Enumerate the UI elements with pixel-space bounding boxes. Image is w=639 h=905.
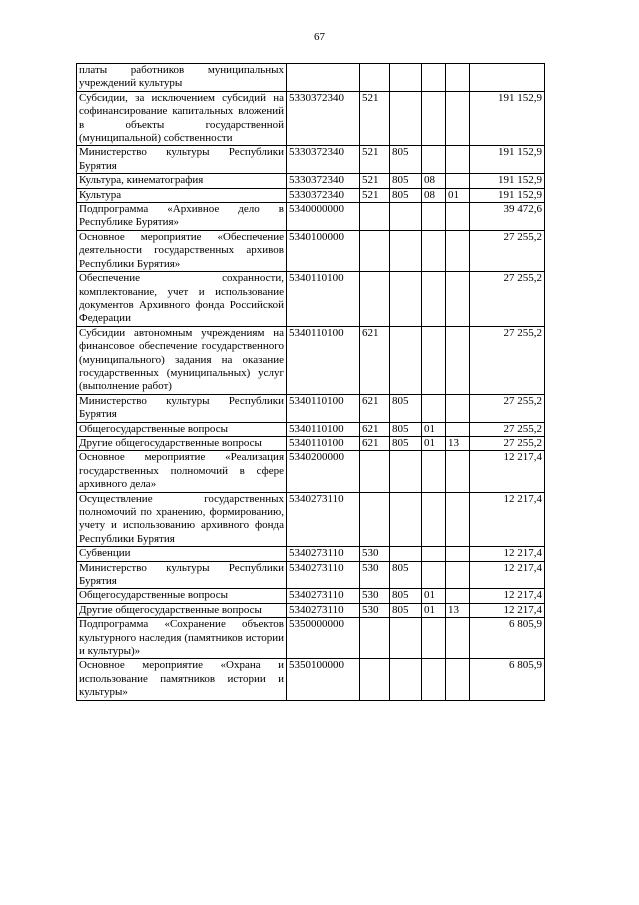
- cell-section: 01: [422, 589, 446, 603]
- table-row: [77, 422, 545, 436]
- cell-target-code: 5340273110: [287, 589, 360, 603]
- cell-subsection: [446, 272, 470, 327]
- cell-amount: 27 255,2: [470, 272, 545, 327]
- table-row: [77, 174, 545, 188]
- cell-expense-type: [360, 618, 390, 659]
- cell-ministry-code: 805: [390, 603, 422, 617]
- cell-subsection: [446, 451, 470, 492]
- cell-subsection: [446, 203, 470, 231]
- cell-amount: 27 255,2: [470, 230, 545, 271]
- table-row: [77, 394, 545, 422]
- cell-ministry-code: 805: [390, 394, 422, 422]
- cell-name: Другие общегосударственные вопросы: [77, 603, 287, 617]
- cell-name: Основное мероприятие «Охрана и использование памятников истории и культуры»: [77, 659, 287, 700]
- cell-name: Основное мероприятие «Реализация государственных полномочий в сфере архивного дела»: [77, 451, 287, 492]
- cell-name: Осуществление государственных полномочий по хранению, формированию, учету и использованию архивного фонда Республики Бурятия: [77, 492, 287, 547]
- cell-amount: 191 152,9: [470, 188, 545, 202]
- cell-name: Общегосударственные вопросы: [77, 589, 287, 603]
- cell-target-code: 5330372340: [287, 188, 360, 202]
- cell-section: [422, 91, 446, 146]
- cell-target-code: 5340100000: [287, 230, 360, 271]
- cell-expense-type: 621: [360, 422, 390, 436]
- cell-name: Подпрограмма «Сохранение объектов культурного наследия (памятников истории и культуры)»: [77, 618, 287, 659]
- cell-name: платы работников муниципальных учреждений культуры: [77, 64, 287, 92]
- cell-amount: [470, 64, 545, 92]
- cell-amount: 12 217,4: [470, 451, 545, 492]
- cell-subsection: [446, 394, 470, 422]
- cell-amount: 27 255,2: [470, 422, 545, 436]
- cell-subsection: [446, 492, 470, 547]
- cell-target-code: 5340200000: [287, 451, 360, 492]
- table-row: [77, 436, 545, 450]
- cell-subsection: [446, 422, 470, 436]
- cell-ministry-code: [390, 91, 422, 146]
- cell-subsection: [446, 589, 470, 603]
- cell-ministry-code: [390, 64, 422, 92]
- table-row: [77, 188, 545, 202]
- cell-ministry-code: [390, 230, 422, 271]
- cell-section: 01: [422, 422, 446, 436]
- table-row: [77, 230, 545, 271]
- cell-expense-type: [360, 64, 390, 92]
- cell-expense-type: 521: [360, 174, 390, 188]
- cell-amount: 27 255,2: [470, 326, 545, 394]
- cell-ministry-code: [390, 618, 422, 659]
- cell-target-code: 5340000000: [287, 203, 360, 231]
- cell-subsection: [446, 91, 470, 146]
- cell-name: Субсидии автономным учреждениям на финансовое обеспечение государственного (муниципального) задания на оказание государственных (муниципальных) услуг (выполнение работ): [77, 326, 287, 394]
- cell-section: 08: [422, 188, 446, 202]
- table-row: [77, 618, 545, 659]
- cell-subsection: 01: [446, 188, 470, 202]
- cell-name: Министерство культуры Республики Бурятия: [77, 561, 287, 589]
- cell-subsection: [446, 64, 470, 92]
- budget-table: [76, 63, 545, 701]
- cell-section: [422, 492, 446, 547]
- cell-target-code: 5340273110: [287, 561, 360, 589]
- cell-target-code: 5340110100: [287, 326, 360, 394]
- cell-ministry-code: [390, 272, 422, 327]
- cell-section: [422, 394, 446, 422]
- cell-name: Субсидии, за исключением субсидий на софинансирование капитальных вложений в объекты государственной (муниципальной) собственности: [77, 91, 287, 146]
- cell-amount: 191 152,9: [470, 91, 545, 146]
- cell-name: Другие общегосударственные вопросы: [77, 436, 287, 450]
- cell-ministry-code: 805: [390, 422, 422, 436]
- cell-section: [422, 203, 446, 231]
- cell-subsection: [446, 561, 470, 589]
- cell-expense-type: 621: [360, 394, 390, 422]
- cell-ministry-code: 805: [390, 188, 422, 202]
- cell-target-code: 5350000000: [287, 618, 360, 659]
- cell-expense-type: 530: [360, 589, 390, 603]
- cell-target-code: 5340273110: [287, 547, 360, 561]
- cell-amount: 6 805,9: [470, 659, 545, 700]
- cell-ministry-code: [390, 451, 422, 492]
- table-row: [77, 451, 545, 492]
- cell-section: [422, 451, 446, 492]
- cell-ministry-code: [390, 203, 422, 231]
- cell-expense-type: 521: [360, 146, 390, 174]
- cell-amount: 27 255,2: [470, 436, 545, 450]
- cell-section: [422, 64, 446, 92]
- cell-expense-type: 621: [360, 326, 390, 394]
- table-row: [77, 603, 545, 617]
- cell-expense-type: 530: [360, 547, 390, 561]
- cell-expense-type: [360, 230, 390, 271]
- page-number: 67: [314, 31, 325, 43]
- cell-subsection: [446, 659, 470, 700]
- table-row: [77, 203, 545, 231]
- cell-amount: 12 217,4: [470, 492, 545, 547]
- cell-subsection: [446, 618, 470, 659]
- cell-name: Министерство культуры Республики Бурятия: [77, 394, 287, 422]
- table-row: [77, 561, 545, 589]
- cell-subsection: [446, 174, 470, 188]
- cell-amount: 39 472,6: [470, 203, 545, 231]
- cell-target-code: 5340110100: [287, 394, 360, 422]
- cell-section: [422, 659, 446, 700]
- cell-amount: 12 217,4: [470, 561, 545, 589]
- cell-subsection: [446, 547, 470, 561]
- cell-section: 01: [422, 603, 446, 617]
- cell-subsection: 13: [446, 603, 470, 617]
- cell-expense-type: 521: [360, 188, 390, 202]
- cell-target-code: 5330372340: [287, 146, 360, 174]
- table-row: [77, 492, 545, 547]
- cell-expense-type: 521: [360, 91, 390, 146]
- cell-amount: 27 255,2: [470, 394, 545, 422]
- cell-target-code: 5340110100: [287, 272, 360, 327]
- cell-name: Культура, кинематография: [77, 174, 287, 188]
- cell-name: Основное мероприятие «Обеспечение деятельности государственных архивов Республики Бурятия»: [77, 230, 287, 271]
- table-row: [77, 64, 545, 92]
- cell-target-code: 5340273110: [287, 492, 360, 547]
- cell-amount: 12 217,4: [470, 589, 545, 603]
- cell-section: [422, 230, 446, 271]
- table-body: [77, 64, 545, 701]
- table-row: [77, 146, 545, 174]
- cell-target-code: 5330372340: [287, 174, 360, 188]
- cell-expense-type: [360, 492, 390, 547]
- table-row: [77, 589, 545, 603]
- cell-section: [422, 561, 446, 589]
- table-row: [77, 547, 545, 561]
- table-row: [77, 659, 545, 700]
- cell-name: Министерство культуры Республики Бурятия: [77, 146, 287, 174]
- cell-expense-type: [360, 203, 390, 231]
- cell-section: [422, 272, 446, 327]
- cell-amount: 12 217,4: [470, 603, 545, 617]
- cell-ministry-code: [390, 492, 422, 547]
- cell-amount: 6 805,9: [470, 618, 545, 659]
- cell-name: Подпрограмма «Архивное дело в Республике Бурятия»: [77, 203, 287, 231]
- table-row: [77, 91, 545, 146]
- cell-name: Обеспечение сохранности, комплектование, учет и использование документов Архивного фонда Российской Федерации: [77, 272, 287, 327]
- cell-subsection: 13: [446, 436, 470, 450]
- cell-section: [422, 618, 446, 659]
- cell-expense-type: 530: [360, 603, 390, 617]
- cell-ministry-code: 805: [390, 561, 422, 589]
- cell-amount: 12 217,4: [470, 547, 545, 561]
- cell-ministry-code: 805: [390, 589, 422, 603]
- cell-name: Культура: [77, 188, 287, 202]
- cell-expense-type: 621: [360, 436, 390, 450]
- cell-expense-type: [360, 451, 390, 492]
- cell-section: [422, 326, 446, 394]
- cell-name: Субвенции: [77, 547, 287, 561]
- cell-name: Общегосударственные вопросы: [77, 422, 287, 436]
- cell-expense-type: [360, 272, 390, 327]
- cell-ministry-code: 805: [390, 436, 422, 450]
- cell-section: 08: [422, 174, 446, 188]
- cell-amount: 191 152,9: [470, 174, 545, 188]
- cell-target-code: 5330372340: [287, 91, 360, 146]
- cell-target-code: 5340110100: [287, 436, 360, 450]
- cell-target-code: 5340273110: [287, 603, 360, 617]
- cell-target-code: 5350100000: [287, 659, 360, 700]
- cell-ministry-code: [390, 547, 422, 561]
- cell-subsection: [446, 146, 470, 174]
- cell-expense-type: [360, 659, 390, 700]
- cell-expense-type: 530: [360, 561, 390, 589]
- cell-subsection: [446, 326, 470, 394]
- cell-ministry-code: 805: [390, 146, 422, 174]
- cell-subsection: [446, 230, 470, 271]
- cell-target-code: [287, 64, 360, 92]
- table-row: [77, 326, 545, 394]
- cell-ministry-code: 805: [390, 174, 422, 188]
- cell-ministry-code: [390, 326, 422, 394]
- cell-ministry-code: [390, 659, 422, 700]
- cell-section: 01: [422, 436, 446, 450]
- cell-target-code: 5340110100: [287, 422, 360, 436]
- cell-section: [422, 547, 446, 561]
- cell-amount: 191 152,9: [470, 146, 545, 174]
- cell-section: [422, 146, 446, 174]
- table-row: [77, 272, 545, 327]
